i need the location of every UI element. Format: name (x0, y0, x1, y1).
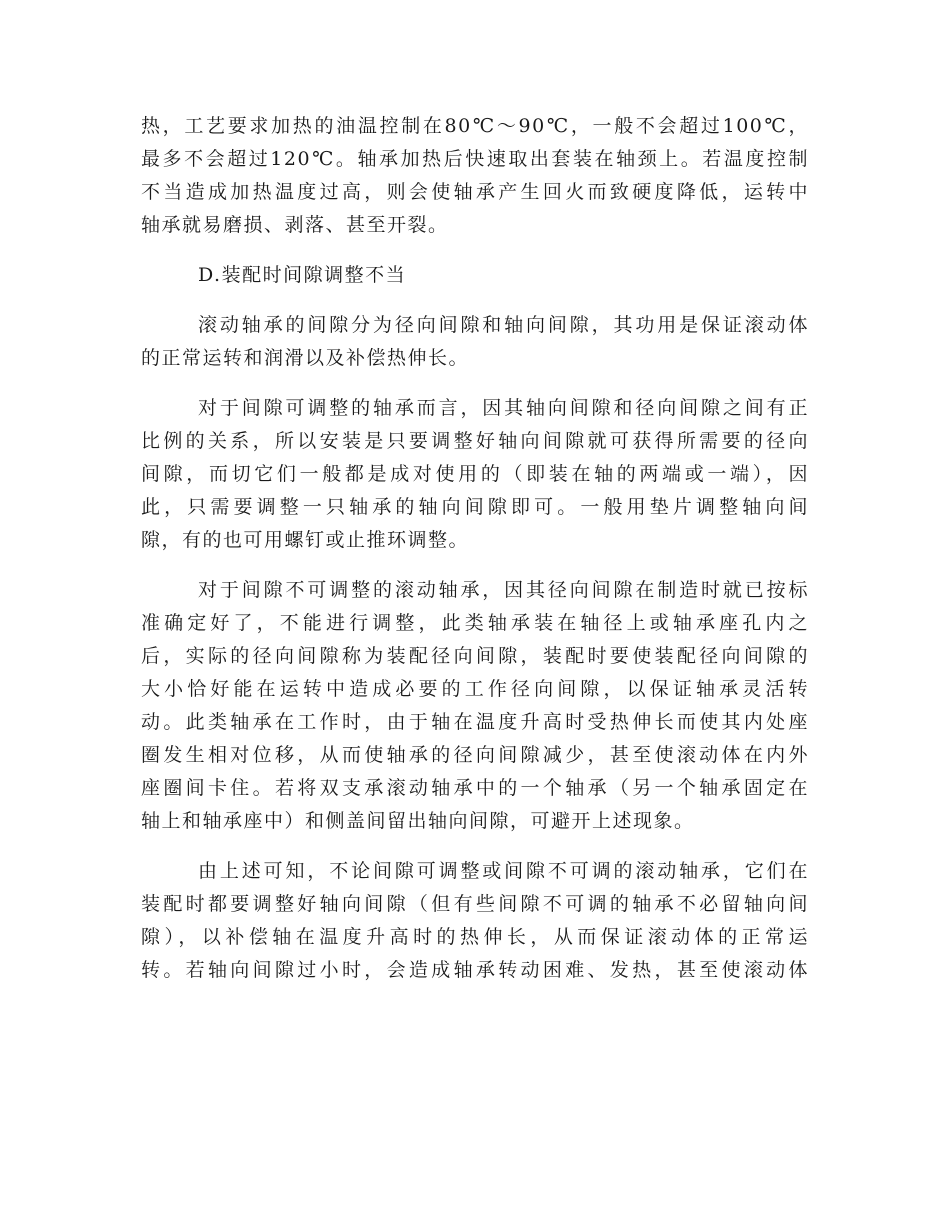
document-body (141, 110, 809, 987)
text-line: 热，工艺要求加热的油温控制在80℃～90℃，一般不会超过100℃， (141, 115, 809, 137)
text-line: 不当造成加热温度过高，则会使轴承产生回火而致硬度降低，运转中 (141, 181, 809, 203)
text-line: 轴承就易磨损、剥落、甚至开裂。 (141, 214, 449, 236)
paragraph-non-adjustable-bearing (141, 574, 809, 838)
text-line: 转。若轴向间隙过小时，会造成轴承转动困难、发热，甚至使滚动体 (141, 959, 809, 981)
text-line: 最多不会超过120℃。轴承加热后快速取出套装在轴颈上。若温度控制 (141, 148, 809, 170)
text-line: 对于间隙不可调整的滚动轴承，因其径向间隙在制造时就已按标 (198, 579, 809, 601)
text-line: 轴上和轴承座中）和侧盖间留出轴向间隙，可避开上述现象。 (141, 810, 695, 832)
text-line: 动。此类轴承在工作时，由于轴在温度升高时受热伸长而使其内处座 (141, 711, 809, 733)
text-line: 由上述可知，不论间隙可调整或间隙不可调的滚动轴承，它们在 (198, 860, 809, 882)
text-line: 后，实际的径向间隙称为装配径向间隙，装配时要使装配径向间隙的 (141, 645, 809, 667)
text-line: 比例的关系，所以安装是只要调整好轴向间隙就可获得所需要的径向 (141, 430, 809, 452)
text-line: 准确定好了，不能进行调整，此类轴承装在轴径上或轴承座孔内之 (141, 612, 809, 634)
paragraph-conclusion (141, 855, 809, 987)
text-line: 装配时都要调整好轴向间隙（但有些间隙不可调的轴承不必留轴向间 (141, 893, 809, 915)
text-line: 隙），以补偿轴在温度升高时的热伸长，从而保证滚动体的正常运 (141, 926, 809, 948)
text-line: 圈发生相对位移，从而使轴承的径向间隙减少，甚至使滚动体在内外 (141, 744, 809, 766)
paragraph-clearance-types (141, 309, 809, 375)
section-heading-d (141, 259, 809, 292)
text-line: 间隙，而切它们一般都是成对使用的（即装在轴的两端或一端），因 (141, 463, 809, 485)
text-line: 滚动轴承的间隙分为径向间隙和轴向间隙，其功用是保证滚动体 (198, 314, 809, 336)
paragraph-heat-control (141, 110, 809, 242)
text-line: 的正常运转和润滑以及补偿热伸长。 (141, 347, 470, 369)
heading-text: D.装配时间隙调整不当 (198, 264, 407, 286)
text-line: 隙，有的也可用螺钉或止推环调整。 (141, 529, 470, 551)
text-line: 对于间隙可调整的轴承而言，因其轴向间隙和径向间隙之间有正 (198, 397, 809, 419)
text-line: 此，只需要调整一只轴承的轴向间隙即可。一般用垫片调整轴向间 (141, 496, 809, 518)
paragraph-adjustable-bearing (141, 392, 809, 557)
text-line: 大小恰好能在运转中造成必要的工作径向间隙，以保证轴承灵活转 (141, 678, 809, 700)
text-line: 座圈间卡住。若将双支承滚动轴承中的一个轴承（另一个轴承固定在 (141, 777, 809, 799)
